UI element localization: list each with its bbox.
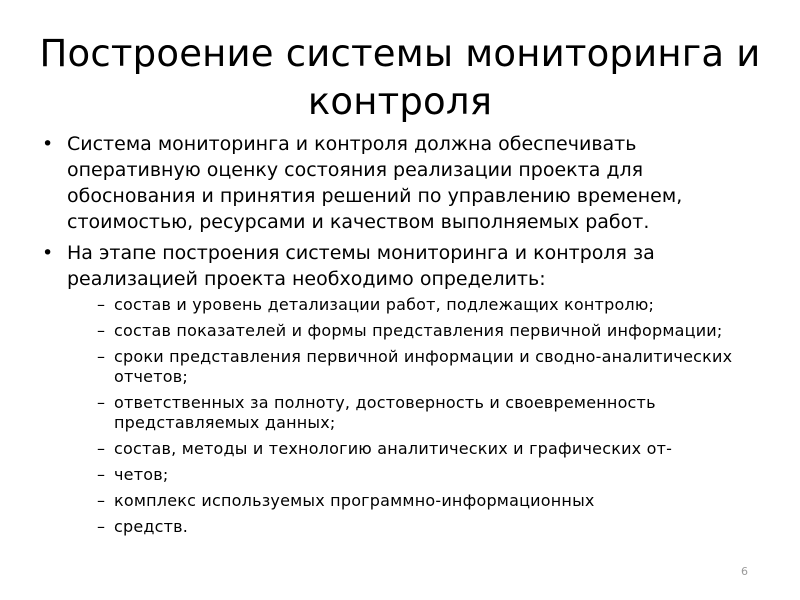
sub-item [67, 321, 772, 341]
sub-item-text: сроки представления первичной информации и сводно-аналитических отчетов; [114, 347, 733, 386]
sub-item-text: комплекс используемых программно-информационных [114, 491, 595, 510]
bullet-text: На этапе построения системы мониторинга и контроля за реализацией проекта необходимо определить: [67, 242, 655, 290]
sub-list [67, 295, 772, 537]
sub-item-text: состав и уровень детализации работ, подлежащих контролю; [114, 295, 655, 314]
sub-item [67, 491, 772, 511]
sub-item [67, 517, 772, 537]
dash-icon: – [97, 517, 106, 536]
sub-item-text: средств. [114, 517, 189, 536]
dash-icon: – [97, 321, 106, 340]
bullet-item [42, 240, 772, 537]
sub-item-text: четов; [114, 465, 169, 484]
bullet-item [42, 131, 772, 235]
bullet-text: Система мониторинга и контроля должна обеспечивать оперативную оценку состояния реализации проекта для обоснования и принятия решений по управлению временем, стоимостью, ресурсами и качеством выполняемых работ. [67, 133, 683, 233]
bullet-icon: • [42, 133, 54, 155]
slide-title: Построение системы мониторинга и контроля [39, 32, 761, 123]
sub-item-text: состав, методы и технологию аналитических и графических от- [114, 439, 673, 458]
dash-icon: – [97, 393, 106, 412]
dash-icon: – [97, 347, 106, 366]
dash-icon: – [97, 465, 106, 484]
sub-item-text: состав показателей и формы представления первичной информации; [114, 321, 723, 340]
slide-content [42, 131, 772, 543]
sub-item [67, 393, 772, 433]
dash-icon: – [97, 439, 106, 458]
sub-item [67, 465, 772, 485]
sub-item [67, 347, 772, 387]
sub-item [67, 439, 772, 459]
bullet-icon: • [42, 242, 54, 264]
sub-item [67, 295, 772, 315]
page-number: 6 [741, 565, 748, 578]
sub-item-text: ответственных за полноту, достоверность и своевременность представляемых данных; [114, 393, 656, 432]
dash-icon: – [97, 295, 106, 314]
dash-icon: – [97, 491, 106, 510]
